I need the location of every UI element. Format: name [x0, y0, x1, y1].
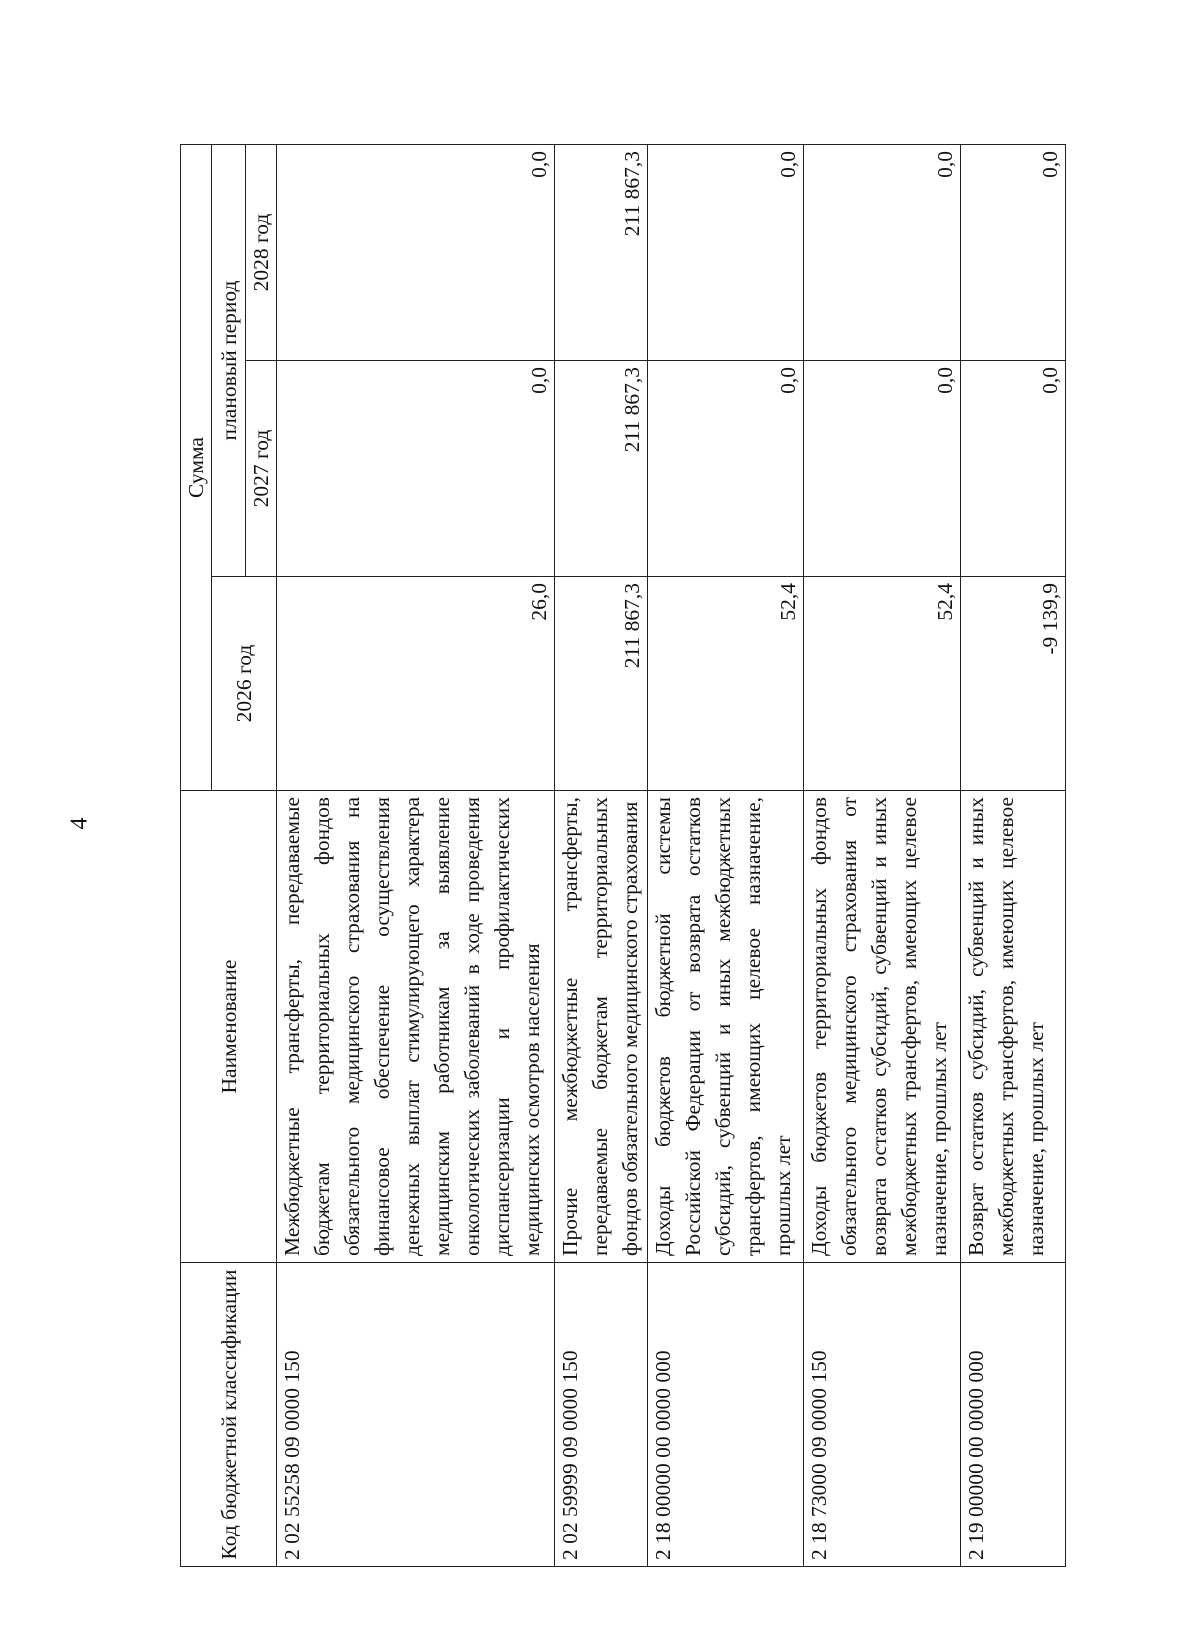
row-value-2027: 0,0 — [277, 361, 555, 577]
header-name: Наименование — [181, 791, 277, 1263]
page-number: 4 — [66, 817, 93, 830]
row-value-2027: 0,0 — [804, 361, 961, 577]
row-value-2026: 52,4 — [804, 577, 961, 791]
header-sum: Сумма — [181, 144, 212, 790]
table-row — [554, 144, 647, 1566]
row-name: Доходы бюджетов территориальных фондов обязательного медицинского страхования от возврата остатков субсидий, субвенций и иных межбюджетных трансфертов, имеющих целевое назначение, прошлых лет — [804, 791, 961, 1263]
row-value-2028: 0,0 — [277, 144, 555, 360]
header-2027: 2027 год — [246, 361, 277, 577]
row-code: 2 02 55258 09 0000 150 — [277, 1263, 555, 1567]
row-value-2028: 0,0 — [647, 144, 804, 360]
header-code: Код бюджетной классификации — [181, 1263, 277, 1567]
table-row — [647, 144, 804, 1566]
row-value-2028: 0,0 — [804, 144, 961, 360]
row-value-2027: 211 867,3 — [554, 361, 647, 577]
row-name: Прочие межбюджетные трансферты, передаваемые бюджетам территориальных фондов обязательного медицинского страхования — [554, 791, 647, 1263]
header-2026: 2026 год — [212, 577, 277, 791]
row-name: Возврат остатков субсидий, субвенций и иных межбюджетных трансфертов, имеющих целевое назначение, прошлых лет — [960, 791, 1065, 1263]
rotated-page-content — [180, 145, 1063, 1567]
row-name: Доходы бюджетов бюджетной системы Российской Федерации от возврата остатков субсидий, субвенций и иных межбюджетных трансфертов, имеющих целевое назначение, прошлых лет — [647, 791, 804, 1263]
row-code: 2 02 59999 09 0000 150 — [554, 1263, 647, 1567]
table-row — [960, 144, 1065, 1566]
row-value-2028: 0,0 — [960, 144, 1065, 360]
row-value-2027: 0,0 — [960, 361, 1065, 577]
header-2028: 2028 год — [246, 144, 277, 360]
row-code: 2 19 00000 00 0000 000 — [960, 1263, 1065, 1567]
row-value-2026: 52,4 — [647, 577, 804, 791]
row-value-2027: 0,0 — [647, 361, 804, 577]
row-value-2026: 211 867,3 — [554, 577, 647, 791]
table-row — [277, 144, 555, 1566]
row-name: Межбюджетные трансферты, передаваемые бюджетам территориальных фондов обязательного медицинского страхования на финансовое обеспечение осуществления денежных выплат стимулирующего характера медицинским работникам за выявление онкологических заболеваний в ходе проведения диспансеризации и профилактических медицинских осмотров населения — [277, 791, 555, 1263]
row-code: 2 18 73000 09 0000 150 — [804, 1263, 961, 1567]
row-value-2026: 26,0 — [277, 577, 555, 791]
table-row — [804, 144, 961, 1566]
header-planned-period: плановый период — [212, 144, 246, 576]
budget-table — [180, 144, 1066, 1567]
row-value-2028: 211 867,3 — [554, 144, 647, 360]
row-code: 2 18 00000 00 0000 000 — [647, 1263, 804, 1567]
row-value-2026: -9 139,9 — [960, 577, 1065, 791]
